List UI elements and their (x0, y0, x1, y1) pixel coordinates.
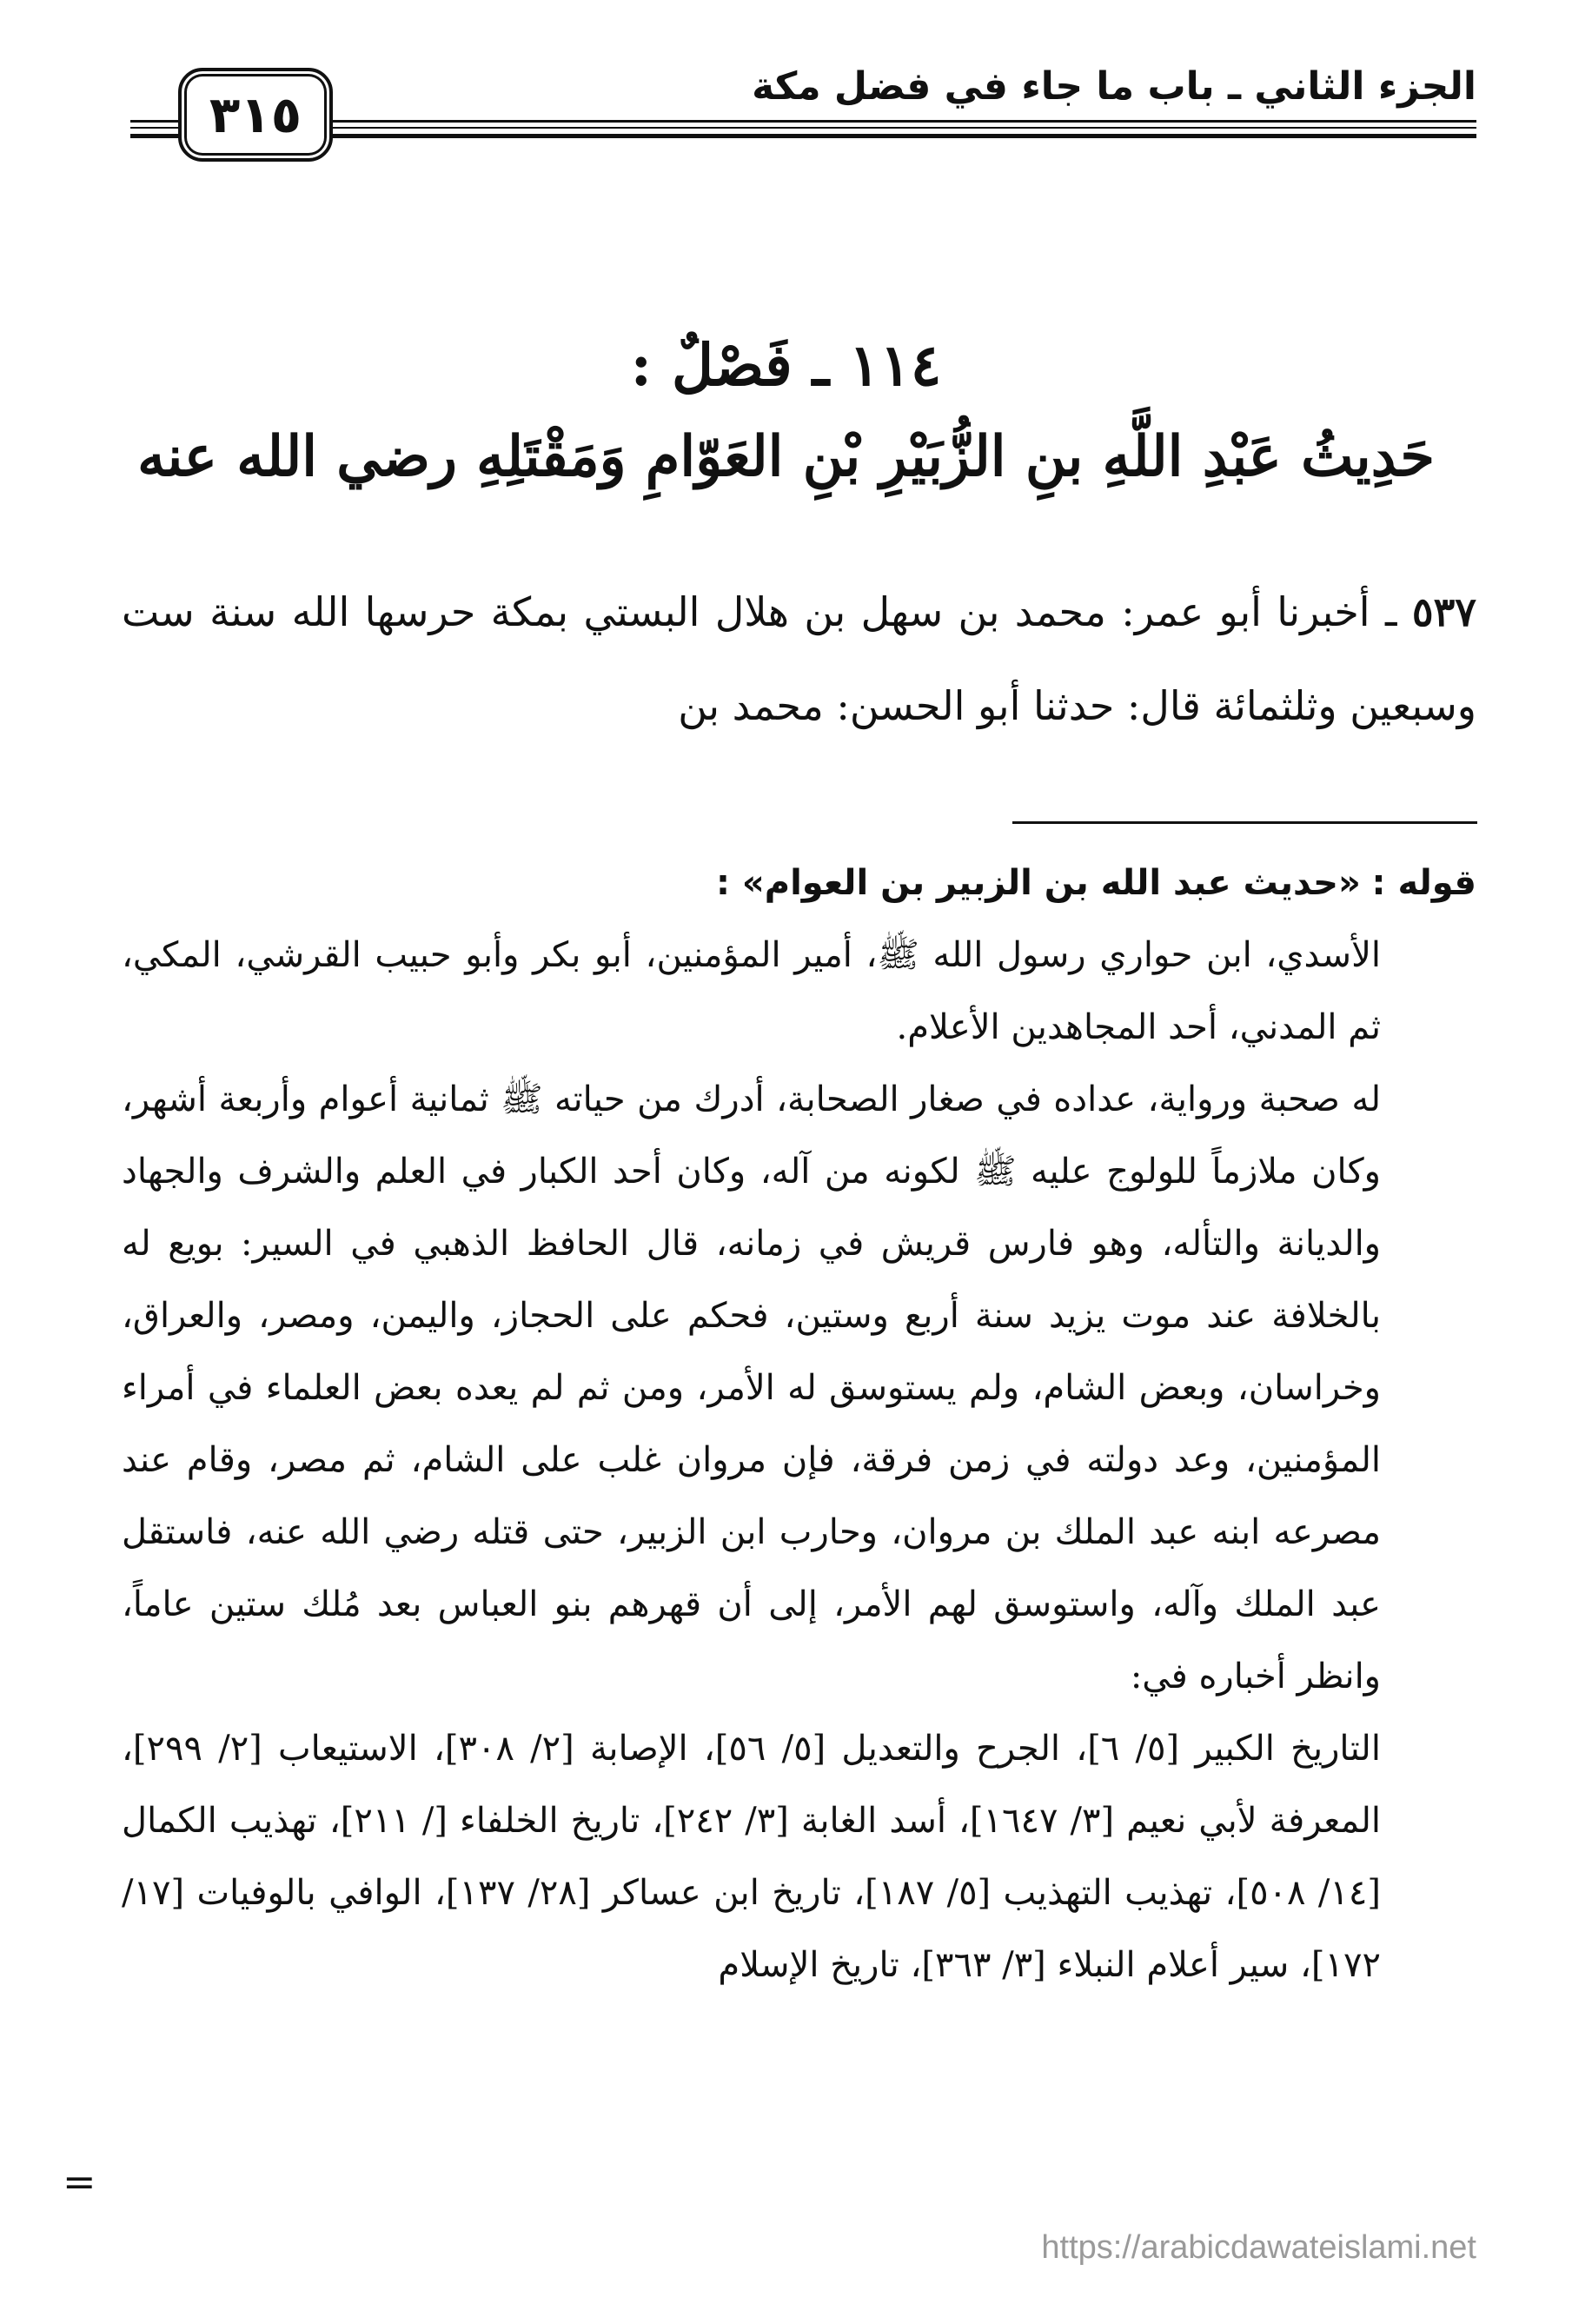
hadith-text (122, 565, 1476, 753)
section-title: حَدِيثُ عَبْدِ اللَّهِ بنِ الزُّبَيْرِ بْنِ العَوّامِ وَمَقْتَلِهِ رضي الله عنه (137, 424, 1435, 489)
page-number-frame (178, 68, 333, 162)
footnote-separator (1012, 821, 1477, 824)
hadith-number: ٥٣٧ (1411, 588, 1476, 635)
hadith-body: ـ أخبرنا أبو عمر: محمد بن سهل بن هلال البستي بمكة حرسها الله سنة ست وسبعين وثلثمائة قال: حدثنا أبو الحسن: محمد بن (122, 588, 1476, 729)
section-heading: ١١٤ ـ فَصْلٌ : (630, 331, 942, 399)
footnote-paragraph: الأسدي، ابن حواري رسول الله ﷺ، أمير المؤمنين، أبو بكر وأبو حبيب القرشي، المكي، ثم المدني، أحد المجاهدين الأعلام. (122, 935, 1381, 1047)
footnote (122, 847, 1476, 2002)
running-header: الجزء الثاني ـ باب ما جاء في فضل مكة (752, 64, 1476, 109)
footnote-body (122, 920, 1476, 2002)
footnote-quote: «حديث عبد الله بن الزبير بن العوام» : (715, 863, 1361, 903)
watermark-url: https://arabicdawateislami.net (1041, 2229, 1476, 2266)
continuation-mark: = (63, 2158, 96, 2205)
footnote-label: قوله : (1371, 863, 1476, 903)
footnote-lead (122, 847, 1476, 920)
page-number: ٣١٥ (209, 85, 302, 144)
footnote-paragraph: التاريخ الكبير [٥/ ٦]، الجرح والتعديل [٥/ ٥٦]، الإصابة [٢/ ٣٠٨]، الاستيعاب [٢/ ٢٩٩]، المعرفة لأبي نعيم [٣/ ١٦٤٧]، أسد الغابة [٣/ ٢٤٢]، تاريخ الخلفاء [/ ٢١١]، تهذيب الكمال [١٤/ ٥٠٨]، تهذيب التهذيب [٥/ ١٨٧]، تاريخ ابن عساكر [٢٨/ ١٣٧]، الوافي بالوفيات [١٧/ ١٧٢]، سير أعلام النبلاء [٣/ ٣٦٣]، تاريخ الإسلام (122, 1729, 1382, 1985)
footnote-paragraph: له صحبة ورواية، عداده في صغار الصحابة، أدرك من حياته ﷺ ثمانية أعوام وأربعة أشهر، وكان ملازماً للولوج عليه ﷺ لكونه من آله، وكان أحد الكبار في العلم والشرف والجهاد والديانة والتأله، وهو فارس قريش في زمانه، قال الحافظ الذهبي في السير: بويع له بالخلافة عند موت يزيد سنة أربع وستين، فحكم على الحجاز، واليمن، ومصر، والعراق، وخراسان، وبعض الشام، ولم يستوسق له الأمر، ومن ثم لم يعده بعض العلماء في أمراء المؤمنين، وعد دولته في زمن فرقة، فإن مروان غلب على الشام، ثم مصر، وقام عند مصرعه ابنه عبد الملك بن مروان، وحارب ابن الزبير، حتى قتله رضي الله عنه، فاستقل عبد الملك وآله، واستوسق لهم الأمر، إلى أن قهرهم بنو العباس بعد مُلك ستين عاماً، وانظر أخباره في: (122, 1079, 1382, 1697)
